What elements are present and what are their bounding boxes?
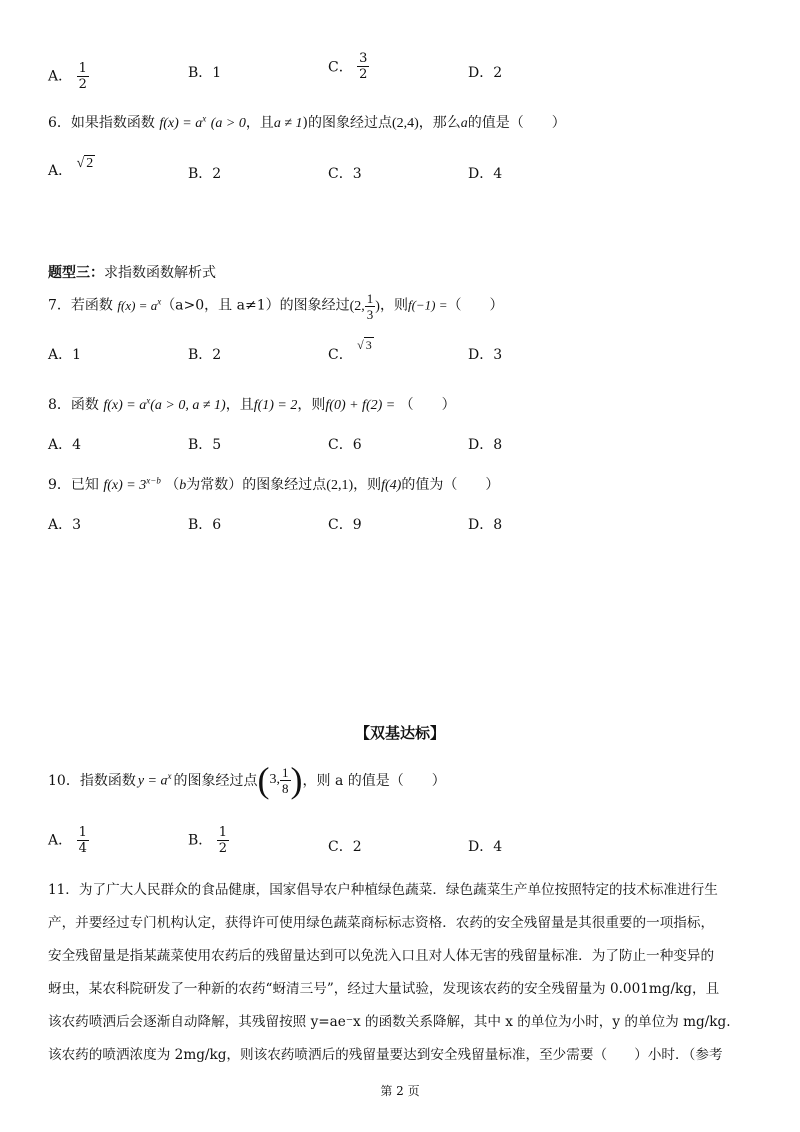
q7-text-c: ，则 — [379, 297, 408, 314]
q9-number: 9． — [48, 477, 71, 493]
q11-line: 该农药喷洒后会逐渐自动降解，其残留按照 y=ae⁻x 的函数关系降解，其中 x 的单位为小时，y 的单位为 mg/kg. — [48, 1014, 731, 1030]
q10-option-a-fraction: $\frac{1}{4}$ — [78, 825, 87, 856]
q9-point: (2,1) — [326, 478, 354, 493]
q9-text-e: 的值为（ ） — [401, 477, 500, 493]
q7-formula-2: f(−1) = — [407, 297, 448, 313]
q9-text-c: 为常数）的图象经过点 — [186, 477, 327, 493]
q6-text-d: 的值是（ ） — [467, 115, 566, 131]
q7-text-a: 若函数 — [70, 297, 113, 314]
q6-cond-mid: ，且 — [245, 115, 274, 131]
q8-text-b: ，且 — [225, 397, 254, 413]
q10-option-b[interactable] — [188, 826, 229, 855]
q7-option-b[interactable]: B．2 — [188, 347, 222, 363]
page-number: 第 2 页 — [380, 1084, 420, 1098]
q10-question — [48, 762, 446, 798]
q5-option-b[interactable]: B．1 — [188, 65, 222, 81]
q6-option-a-sqrt: √ 2 — [76, 156, 94, 171]
q10-right-paren: ) — [290, 760, 303, 800]
q9-option-d[interactable]: D．8 — [468, 517, 503, 533]
q10-option-a[interactable] — [48, 826, 89, 855]
q5-option-a[interactable] — [48, 62, 89, 91]
q11-line: 蚜虫，某农科院研发了一种新的农药“蚜清三号”，经过大量试验，发现该农药的安全残留量为 0.001mg/kg，且 — [48, 981, 720, 997]
q7-option-d[interactable]: D．3 — [468, 347, 503, 363]
q10-text-b: 的图象经过点 — [173, 773, 258, 789]
q8-option-a[interactable]: A．4 — [48, 437, 82, 453]
q10-option-b-fraction: $\frac{1}{2}$ — [218, 825, 228, 856]
q11-line: 安全残留量是指某蔬菜使用农药后的残留量达到可以免洗入口且对人体无害的残留量标准．为了防止一种变异的 — [48, 948, 715, 964]
q7-option-c[interactable] — [328, 338, 374, 363]
q6-option-b[interactable]: B．2 — [188, 166, 222, 182]
q9-option-a[interactable]: A．3 — [48, 517, 82, 533]
q9-text-b: （ — [165, 477, 180, 493]
q5-option-a-label: A． — [48, 68, 73, 85]
q8-option-b[interactable]: B．5 — [188, 437, 222, 453]
q8-question — [48, 394, 456, 414]
q10-point: ( 3, $\frac{1}{8}$ ) — [257, 760, 303, 800]
q9-text-a: 已知 — [70, 477, 99, 493]
q8-option-d[interactable]: D．8 — [468, 437, 503, 453]
q5-option-d[interactable]: D．2 — [468, 65, 503, 81]
q9-question — [48, 474, 499, 494]
q9-option-c[interactable]: C．9 — [328, 517, 362, 533]
q10-number: 10． — [48, 773, 80, 789]
section-3-heading — [48, 262, 216, 282]
q10-option-a-label: A． — [48, 832, 73, 849]
q10-option-b-label: B． — [188, 832, 213, 849]
q5-option-c-label: C． — [328, 59, 353, 76]
q7-question — [48, 292, 504, 321]
q11-line: 产，并要经过专门机构认定，获得许可使用绿色蔬菜商标标志资格．农药的安全残留量是其很重要的一项指标， — [48, 915, 715, 931]
q6-option-c[interactable]: C．3 — [328, 166, 362, 182]
q6-number: 6． — [48, 115, 71, 131]
q10-text-c: ，则 a 的值是（ ） — [302, 773, 446, 789]
q6-condition-b: a ≠ 1 — [273, 116, 303, 131]
q8-condition: (a > 0, a ≠ 1) — [150, 398, 226, 413]
q7-text-d: （ ） — [447, 297, 504, 314]
q8-text-a: 函数 — [70, 397, 99, 413]
q5-option-c-fraction: $\frac{3}{2}$ — [359, 51, 368, 82]
q9-option-b[interactable]: B．6 — [188, 517, 222, 533]
q10-option-d[interactable]: D．4 — [468, 839, 503, 855]
q7-option-a[interactable]: A．1 — [48, 347, 82, 363]
q11-line: 11．为了广大人民群众的食品健康，国家倡导农户种植绿色蔬菜．绿色蔬菜生产单位按照特定的技术标准进行生 — [48, 882, 718, 898]
q7-text-b: （a>0，且 a≠1）的图象经过 — [161, 297, 350, 314]
q8-text-d: （ ） — [399, 397, 456, 413]
q8-formula-2: f(1) = 2 — [253, 398, 298, 413]
q10-formula: $y = a^x$ — [137, 770, 172, 789]
q11-paragraph — [48, 874, 731, 1072]
q6-text-c: ，那么 — [418, 115, 461, 131]
q10-text-a: 指数函数 — [79, 773, 136, 789]
q8-formula: $f(x) = a^x$ — [103, 395, 151, 413]
q6-text-a: 如果指数函数 — [70, 115, 155, 131]
q6-formula: $f(x) = a^x$ — [159, 113, 207, 131]
q9-formula-2: f(4) — [381, 478, 402, 493]
q10-left-paren: ( — [257, 760, 270, 800]
q7-option-c-sqrt: √ 3 — [357, 338, 372, 352]
q6-var: a — [460, 116, 468, 131]
q6-option-a[interactable] — [48, 156, 95, 180]
q6-text-b: )的图象经过点 — [302, 115, 392, 131]
q9-formula: $f(x) = 3^{x-b}$ — [103, 475, 161, 493]
q6-option-d[interactable]: D．4 — [468, 166, 503, 182]
section-3-title: 题型三： — [48, 265, 104, 281]
q8-text-c: ，则 — [297, 397, 326, 413]
q6-condition: (a > 0 — [210, 116, 246, 131]
q6-option-a-label: A． — [48, 163, 73, 179]
q7-formula: $f(x) = a^x$ — [117, 296, 162, 313]
q9-text-d: ，则 — [353, 477, 382, 493]
q6-point: (2,4) — [391, 116, 419, 131]
q9-var: b — [179, 478, 187, 493]
q8-option-c[interactable]: C．6 — [328, 437, 362, 453]
q8-formula-3: f(0) + f(2) = — [325, 398, 396, 413]
q7-option-c-label: C． — [328, 347, 353, 363]
q7-point: (2, $\frac{1}{3}$ ) — [349, 291, 380, 322]
q6-question — [48, 112, 566, 132]
q11-line: 该农药的喷洒浓度为 2mg/kg，则该农药喷洒后的残留量要达到安全残留量标准，至少需要（ ）小时．（参考 — [48, 1047, 723, 1063]
q10-option-c[interactable]: C．2 — [328, 839, 362, 855]
q5-option-c[interactable] — [328, 52, 369, 81]
section-basics-title: 【双基达标】 — [354, 724, 445, 742]
section-3-subtitle: 求指数函数解析式 — [104, 265, 216, 281]
q5-option-a-fraction: $\frac{1}{2}$ — [78, 61, 87, 92]
q8-number: 8． — [48, 397, 71, 413]
q7-number: 7． — [48, 297, 71, 314]
